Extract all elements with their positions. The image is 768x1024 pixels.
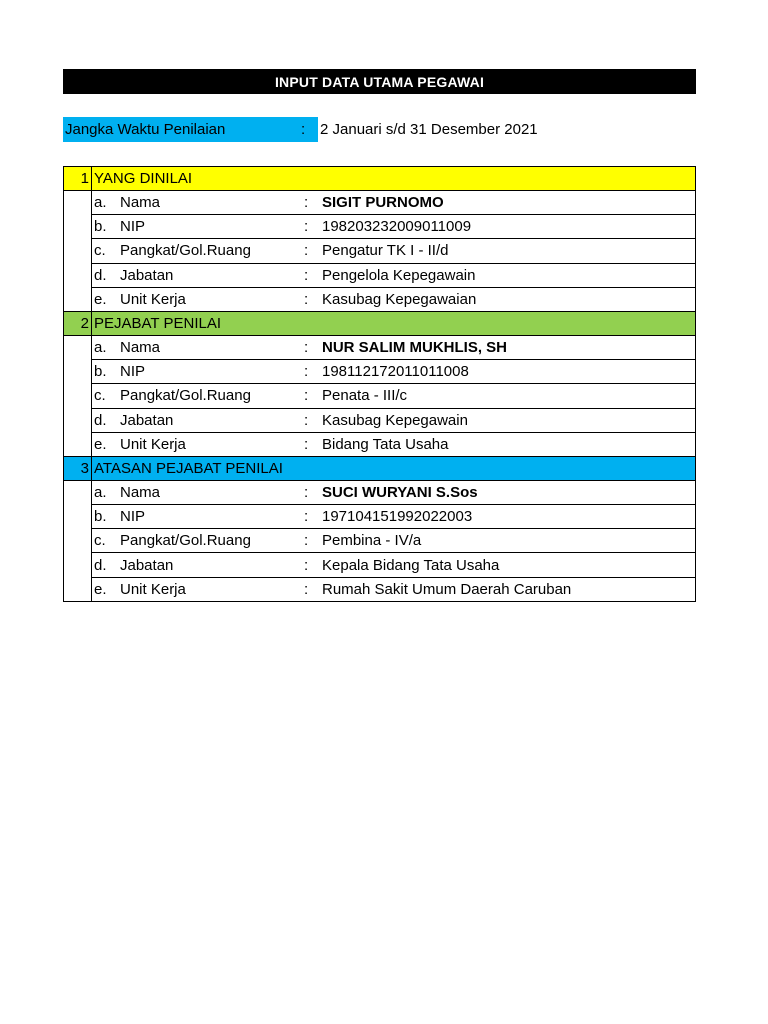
field-label: Jabatan bbox=[120, 266, 174, 284]
table-row bbox=[64, 215, 695, 239]
table-row bbox=[64, 360, 695, 384]
row-gutter bbox=[64, 553, 92, 577]
field-letter: c. bbox=[94, 387, 106, 405]
row-cell bbox=[92, 433, 695, 457]
table-row bbox=[64, 384, 695, 408]
row-cell bbox=[92, 529, 695, 553]
field-colon: : bbox=[304, 363, 309, 381]
field-value[interactable]: Penata - III/c bbox=[322, 387, 408, 405]
field-label: NIP bbox=[120, 218, 146, 236]
field-letter: a. bbox=[94, 339, 107, 357]
field-label: Nama bbox=[120, 194, 161, 212]
field-label: Nama bbox=[120, 483, 161, 501]
table-row bbox=[64, 264, 695, 288]
field-value[interactable]: Rumah Sakit Umum Daerah Caruban bbox=[322, 580, 572, 598]
row-cell bbox=[92, 360, 695, 384]
table-row bbox=[64, 239, 695, 263]
table-row bbox=[64, 553, 695, 577]
employee-data-table bbox=[63, 166, 696, 602]
period-row bbox=[63, 117, 696, 142]
row-gutter bbox=[64, 578, 92, 602]
row-cell bbox=[92, 288, 695, 312]
row-cell bbox=[92, 264, 695, 288]
row-cell bbox=[92, 505, 695, 529]
field-value[interactable]: NUR SALIM MUKHLIS, SH bbox=[322, 339, 507, 357]
field-label: Pangkat/Gol.Ruang bbox=[120, 242, 251, 260]
field-value[interactable]: Kasubag Kepegawain bbox=[322, 411, 468, 429]
field-letter: b. bbox=[94, 363, 107, 381]
field-colon: : bbox=[304, 435, 309, 453]
row-gutter bbox=[64, 529, 92, 553]
row-gutter bbox=[64, 239, 92, 263]
section-header bbox=[64, 312, 695, 336]
row-gutter bbox=[64, 336, 92, 360]
period-label: Jangka Waktu Penilaian bbox=[63, 117, 318, 142]
field-label: Unit Kerja bbox=[120, 290, 186, 308]
field-value[interactable]: SIGIT PURNOMO bbox=[322, 194, 444, 212]
field-value[interactable]: 198112172011011008 bbox=[322, 363, 469, 381]
field-label: NIP bbox=[120, 508, 146, 526]
section-title: ATASAN PEJABAT PENILAI bbox=[94, 459, 283, 477]
field-letter: a. bbox=[94, 194, 107, 212]
field-colon: : bbox=[304, 508, 309, 526]
field-letter: b. bbox=[94, 218, 107, 236]
field-colon: : bbox=[304, 266, 309, 284]
field-letter: d. bbox=[94, 556, 107, 574]
field-colon: : bbox=[304, 580, 309, 598]
section-number: 3 bbox=[64, 457, 92, 480]
field-label: Pangkat/Gol.Ruang bbox=[120, 532, 251, 550]
table-row bbox=[64, 191, 695, 215]
field-value[interactable]: Pembina - IV/a bbox=[322, 532, 422, 550]
row-cell bbox=[92, 215, 695, 239]
field-label: Jabatan bbox=[120, 411, 174, 429]
table-row bbox=[64, 288, 695, 312]
field-colon: : bbox=[304, 242, 309, 260]
field-letter: d. bbox=[94, 411, 107, 429]
row-gutter bbox=[64, 215, 92, 239]
field-value[interactable]: Bidang Tata Usaha bbox=[322, 435, 449, 453]
field-label: Nama bbox=[120, 339, 161, 357]
field-colon: : bbox=[304, 411, 309, 429]
field-value[interactable]: 198203232009011009 bbox=[322, 218, 472, 236]
field-colon: : bbox=[304, 290, 309, 308]
field-label: NIP bbox=[120, 363, 146, 381]
section-title: PEJABAT PENILAI bbox=[94, 314, 221, 332]
field-value[interactable]: Pengatur TK I - II/d bbox=[322, 242, 449, 260]
row-gutter bbox=[64, 288, 92, 312]
field-letter: c. bbox=[94, 532, 106, 550]
table-row bbox=[64, 409, 695, 433]
page-title: INPUT DATA UTAMA PEGAWAI bbox=[63, 69, 696, 94]
section-header bbox=[64, 457, 695, 481]
row-gutter bbox=[64, 505, 92, 529]
table-row bbox=[64, 578, 695, 602]
field-value[interactable]: Kasubag Kepegawaian bbox=[322, 290, 477, 308]
section-header bbox=[64, 167, 695, 191]
field-colon: : bbox=[304, 483, 309, 501]
row-cell bbox=[92, 239, 695, 263]
field-letter: e. bbox=[94, 290, 107, 308]
section-title: YANG DINILAI bbox=[94, 170, 193, 187]
period-value[interactable]: 2 Januari s/d 31 Desember 2021 bbox=[320, 121, 538, 138]
field-letter: e. bbox=[94, 580, 107, 598]
field-letter: e. bbox=[94, 435, 107, 453]
row-cell bbox=[92, 336, 695, 360]
row-cell bbox=[92, 384, 695, 408]
row-cell bbox=[92, 191, 695, 215]
field-value[interactable]: SUCI WURYANI S.Sos bbox=[322, 483, 478, 501]
field-colon: : bbox=[304, 532, 309, 550]
row-gutter bbox=[64, 384, 92, 408]
field-colon: : bbox=[304, 218, 309, 236]
field-value[interactable]: Pengelola Kepegawain bbox=[322, 266, 476, 284]
field-label: Unit Kerja bbox=[120, 580, 186, 598]
field-letter: b. bbox=[94, 508, 107, 526]
section-number: 2 bbox=[64, 312, 92, 335]
field-letter: d. bbox=[94, 266, 107, 284]
field-colon: : bbox=[304, 387, 309, 405]
field-value[interactable]: 197104151992022003 bbox=[322, 508, 473, 526]
row-cell bbox=[92, 481, 695, 505]
field-colon: : bbox=[304, 194, 309, 212]
row-gutter bbox=[64, 360, 92, 384]
field-label: Pangkat/Gol.Ruang bbox=[120, 387, 251, 405]
row-gutter bbox=[64, 481, 92, 505]
table-row bbox=[64, 529, 695, 553]
row-gutter bbox=[64, 433, 92, 457]
row-gutter bbox=[64, 191, 92, 215]
row-cell bbox=[92, 553, 695, 577]
section-number: 1 bbox=[64, 167, 92, 190]
field-label: Jabatan bbox=[120, 556, 174, 574]
table-row bbox=[64, 433, 695, 457]
row-cell bbox=[92, 409, 695, 433]
row-gutter bbox=[64, 264, 92, 288]
table-row bbox=[64, 505, 695, 529]
field-letter: a. bbox=[94, 483, 107, 501]
field-colon: : bbox=[304, 556, 309, 574]
field-colon: : bbox=[304, 339, 309, 357]
row-cell bbox=[92, 578, 695, 602]
field-value[interactable]: Kepala Bidang Tata Usaha bbox=[322, 556, 500, 574]
row-gutter bbox=[64, 409, 92, 433]
period-colon: : bbox=[301, 121, 306, 138]
field-label: Unit Kerja bbox=[120, 435, 186, 453]
table-row bbox=[64, 481, 695, 505]
table-row bbox=[64, 336, 695, 360]
field-letter: c. bbox=[94, 242, 106, 260]
